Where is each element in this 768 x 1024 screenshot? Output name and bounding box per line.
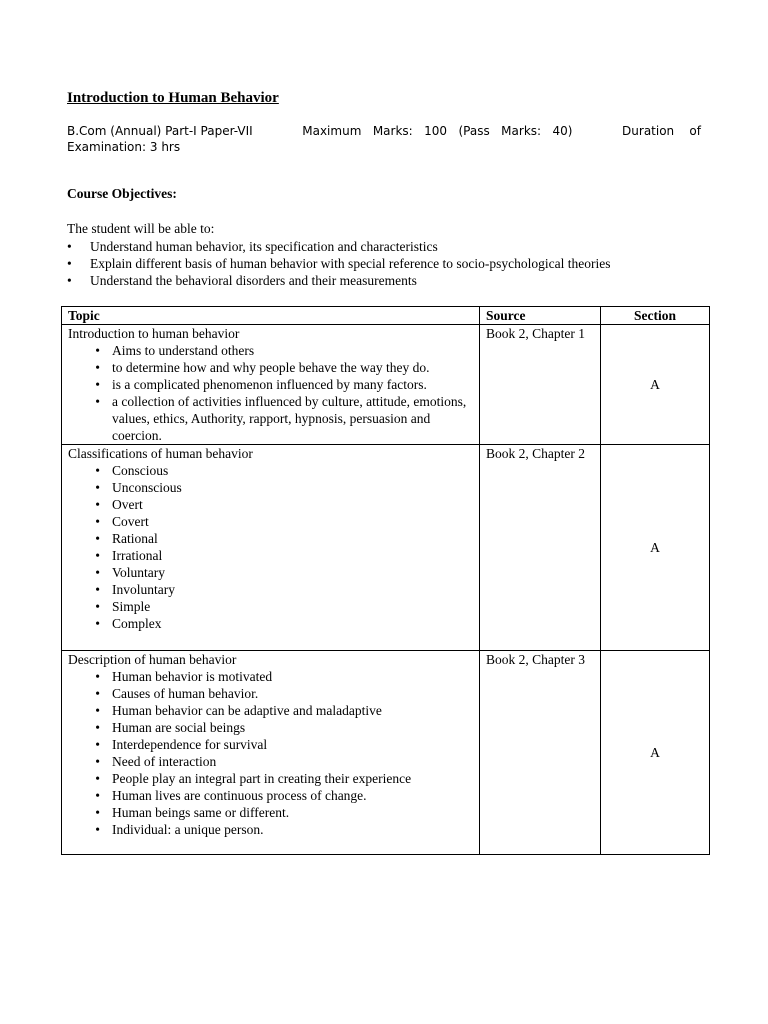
topic-list	[68, 342, 473, 444]
bullet-icon: •	[95, 394, 100, 409]
list-item: • Unconscious	[68, 479, 473, 496]
bullet-icon: •	[95, 565, 100, 580]
list-item: • to determine how and why people behave the way they do.	[68, 359, 473, 376]
bullet-icon: •	[95, 497, 100, 512]
list-item: • Overt	[68, 496, 473, 513]
course-info	[67, 123, 701, 155]
table-row	[62, 325, 710, 445]
bullet-icon: •	[95, 480, 100, 495]
list-item: • Aims to understand others	[68, 342, 473, 359]
topic-cell	[62, 651, 480, 855]
list-item: • Need of interaction	[68, 753, 473, 770]
source-cell: Book 2, Chapter 3	[480, 651, 601, 855]
objective-text: Understand the behavioral disorders and their measurements	[90, 273, 417, 288]
header-section: Section	[601, 307, 710, 325]
list-item: • Covert	[68, 513, 473, 530]
objectives-intro: The student will be able to:	[67, 221, 215, 236]
topic-title: Introduction to human behavior	[68, 326, 240, 341]
table-row	[62, 445, 710, 651]
bullet-icon: •	[95, 377, 100, 392]
bullet-icon: •	[67, 256, 72, 271]
list-item: • Human behavior is motivated	[68, 668, 473, 685]
objective-text: Explain different basis of human behavior with special reference to socio-psychological theories	[90, 256, 611, 271]
list-item: • Complex	[68, 615, 473, 632]
bullet-icon: •	[95, 805, 100, 820]
section-cell: A	[601, 325, 710, 445]
bullet-icon: •	[95, 599, 100, 614]
course-info-line	[67, 123, 701, 139]
list-item: • People play an integral part in creating their experience	[68, 770, 473, 787]
list-item: • Individual: a unique person.	[68, 821, 473, 838]
objective-item	[67, 255, 610, 272]
objectives-list	[67, 238, 610, 289]
source-cell: Book 2, Chapter 1	[480, 325, 601, 445]
bullet-icon: •	[95, 686, 100, 701]
list-item: • Human are social beings	[68, 719, 473, 736]
objective-text: Understand human behavior, its specification and characteristics	[90, 239, 438, 254]
topic-title: Description of human behavior	[68, 652, 237, 667]
section-cell: A	[601, 651, 710, 855]
list-item: • Interdependence for survival	[68, 736, 473, 753]
max-marks-text: Maximum Marks: 100 (Pass Marks: 40)	[302, 124, 573, 138]
topic-title: Classifications of human behavior	[68, 446, 253, 461]
list-item: • Human lives are continuous process of change.	[68, 787, 473, 804]
bullet-icon: •	[95, 822, 100, 837]
objective-item	[67, 272, 610, 289]
bullet-icon: •	[95, 582, 100, 597]
bullet-icon: •	[67, 273, 72, 288]
syllabus-table	[61, 306, 710, 855]
bullet-icon: •	[67, 239, 72, 254]
list-item: • Human behavior can be adaptive and maladaptive	[68, 702, 473, 719]
program-text: B.Com (Annual) Part-I Paper-VII	[67, 124, 253, 138]
source-cell: Book 2, Chapter 2	[480, 445, 601, 651]
document-title: Introduction to Human Behavior	[67, 90, 279, 106]
bullet-icon: •	[95, 703, 100, 718]
bullet-icon: •	[95, 720, 100, 735]
list-item: • Simple	[68, 598, 473, 615]
list-item: • Voluntary	[68, 564, 473, 581]
table-header-row	[62, 307, 710, 325]
bullet-icon: •	[95, 771, 100, 786]
list-item: • Irrational	[68, 547, 473, 564]
bullet-icon: •	[95, 737, 100, 752]
list-item: • Causes of human behavior.	[68, 685, 473, 702]
bullet-icon: •	[95, 531, 100, 546]
bullet-icon: •	[95, 669, 100, 684]
duration-label: Duration of	[622, 124, 701, 138]
bullet-icon: •	[95, 343, 100, 358]
objective-item	[67, 238, 610, 255]
list-item: • Rational	[68, 530, 473, 547]
bullet-icon: •	[95, 616, 100, 631]
header-source: Source	[480, 307, 601, 325]
bullet-icon: •	[95, 360, 100, 375]
table-row	[62, 651, 710, 855]
bullet-icon: •	[95, 754, 100, 769]
bullet-icon: •	[95, 463, 100, 478]
list-item: • is a complicated phenomenon influenced by many factors.	[68, 376, 473, 393]
list-item: • Involuntary	[68, 581, 473, 598]
list-item: • Human beings same or different.	[68, 804, 473, 821]
topic-list	[68, 462, 473, 632]
list-item: • Conscious	[68, 462, 473, 479]
bullet-icon: •	[95, 514, 100, 529]
objectives-heading: Course Objectives:	[67, 186, 177, 201]
topic-cell	[62, 325, 480, 445]
topic-cell	[62, 445, 480, 651]
list-item: • a collection of activities influenced by culture, attitude, emotions, values, ethics, Authority, rapport, hypnosis, persuasion and coercion.	[68, 393, 473, 444]
section-cell: A	[601, 445, 710, 651]
bullet-icon: •	[95, 788, 100, 803]
header-topic: Topic	[62, 307, 480, 325]
bullet-icon: •	[95, 548, 100, 563]
duration-value: Examination: 3 hrs	[67, 140, 181, 154]
topic-list	[68, 668, 473, 838]
